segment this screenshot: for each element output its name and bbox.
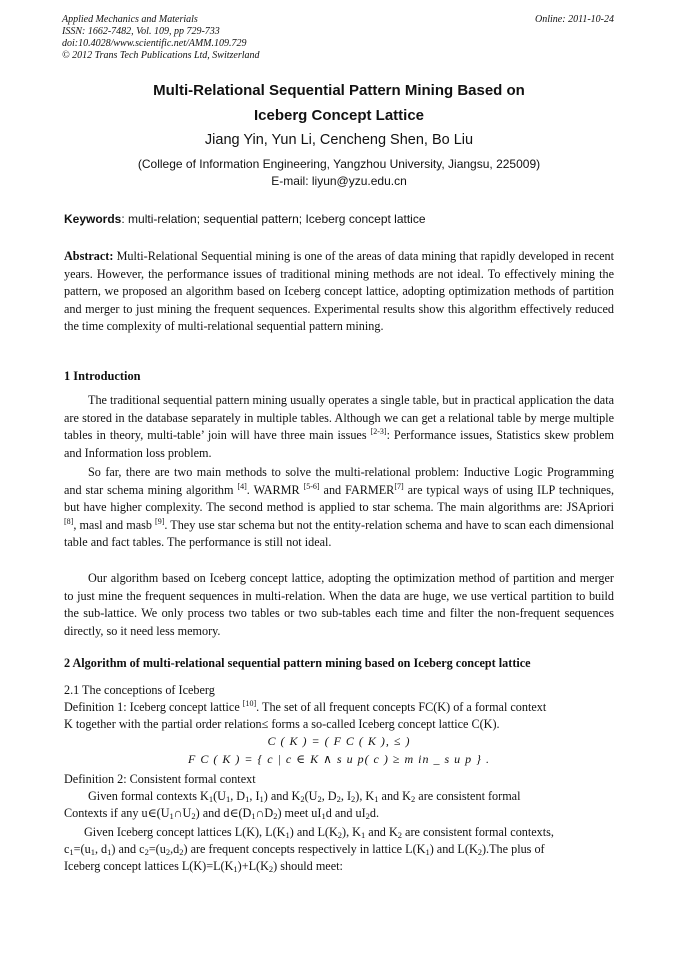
subscript: 1 <box>169 811 174 821</box>
subscript: 2 <box>477 847 482 857</box>
citation: [4] <box>237 481 247 491</box>
formula-2: F C ( K ) = { c | c ∈ K ∧ s u p( c ) ≥ m in _ s u p } . <box>188 752 490 766</box>
def2-text: ) meet uI <box>277 806 322 820</box>
affiliation: (College of Information Engineering, Yangzhou University, Jiangsu, 225009) <box>137 157 541 171</box>
issn-line: ISSN: 1662-7482, Vol. 109, pp 729-733 <box>62 26 220 37</box>
authors: Jiang Yin, Yun Li, Cencheng Shen, Bo Liu <box>204 132 474 148</box>
lattice-text: and K <box>365 825 398 839</box>
subscript: 1 <box>90 847 95 857</box>
doi-line: doi:10.4028/www.scientific.net/AMM.109.729 <box>62 38 247 49</box>
lattice-text: ) and L(K <box>289 825 338 839</box>
definition-1-line-1 <box>64 699 614 716</box>
def2-text: , I <box>340 789 352 803</box>
def2-text: Given formal contexts K <box>88 789 209 803</box>
subscript: 2 <box>300 794 305 804</box>
abstract-label: Abstract: <box>64 249 114 263</box>
subscript: 2 <box>191 811 196 821</box>
subscript: 1 <box>259 794 264 804</box>
subscript: 1 <box>245 794 250 804</box>
subscript: 2 <box>336 794 341 804</box>
def2-text: ∩D <box>255 806 274 820</box>
def2-text: (U <box>213 789 226 803</box>
subscript: 1 <box>107 847 112 857</box>
email: E-mail: liyun@yzu.edu.cn <box>271 174 407 188</box>
lattice-text: =(u <box>73 842 91 856</box>
lattice-text: ,d <box>170 842 180 856</box>
intro-p2-text: So far, there are two main methods to solve the multi-relational problem: Inductive Logic Programming and star schema mining algorithm <box>64 465 614 497</box>
def2-text: ) and K <box>263 789 301 803</box>
intro-p2-text: are typical ways of using ILP techniques, but have higher complexity. The second method is applied to star schema. The main algorithms are: JSApriori <box>64 482 614 514</box>
subscript: 2 <box>165 847 171 857</box>
def2-text: , I <box>249 789 260 803</box>
citation: [5-6] <box>303 481 320 491</box>
lattice-text: ) and L(K <box>429 842 478 856</box>
def2-text: ), K <box>355 789 375 803</box>
subscript: 1 <box>251 811 256 821</box>
formula-1: C ( K ) = ( F C ( K ), ≤ ) <box>267 734 411 748</box>
lattice-text: , d <box>94 842 108 856</box>
subscript: 2 <box>179 847 184 857</box>
def2-text: are consistent formal <box>415 789 521 803</box>
citation: [8] <box>64 516 74 526</box>
intro-p2-text: . WARMR <box>246 482 304 497</box>
subscript: 2 <box>317 794 322 804</box>
subscript: 1 <box>69 847 74 857</box>
subscript: 2 <box>268 864 274 874</box>
keywords-text: : multi-relation; sequential pattern; Iceberg concept lattice <box>121 212 426 226</box>
intro-p1-text-end: : Performance issues, Statistics skew problem and Information loss problem. <box>64 428 614 460</box>
subscript: 1 <box>321 811 326 821</box>
def2-text: and K <box>378 789 411 803</box>
journal-name: Applied Mechanics and Materials <box>62 14 198 25</box>
abstract <box>64 248 614 336</box>
copyright-line: © 2012 Trans Tech Publications Ltd, Switzerland <box>62 50 260 61</box>
journal-header <box>62 14 260 62</box>
lattice-text: ), K <box>342 825 361 839</box>
paragraph-line-2 <box>64 841 614 858</box>
online-date: Online: 2011-10-24 <box>535 14 614 25</box>
definition-2-line-2 <box>64 805 614 822</box>
paragraph-line-1 <box>64 824 614 841</box>
intro-p2-text: and FARMER <box>319 482 395 497</box>
def2-text: ∩U <box>173 806 192 820</box>
lattice-text: ) and c <box>111 842 145 856</box>
lattice-text: ).The plus of <box>482 842 545 856</box>
def2-text: , D <box>230 789 246 803</box>
lattice-text: Given Iceberg concept lattices L(K), L(K <box>84 825 286 839</box>
intro-p2-text: , masl and masb <box>73 517 156 532</box>
lattice-text: c <box>64 842 70 856</box>
subscript: 1 <box>285 830 290 840</box>
subscript: 2 <box>273 811 278 821</box>
def2-text: d and uI <box>325 806 366 820</box>
keywords-label: Keywords <box>64 212 122 226</box>
subscript: 2 <box>410 794 416 804</box>
citation: [9] <box>155 516 165 526</box>
citation: [2-3] <box>370 427 387 436</box>
definition-1-text: . The set of all frequent concepts FC(K) of a formal context <box>256 700 547 714</box>
subscript: 1 <box>361 830 366 840</box>
section-2-title: 2 Algorithm of multi-relational sequential pattern mining based on Iceberg concept lattice <box>64 656 531 670</box>
def2-text: Contexts if any u∈(U <box>64 806 170 820</box>
subscript: 1 <box>208 794 214 804</box>
subscript: 2 <box>337 830 343 840</box>
definition-2-line-1 <box>64 788 614 805</box>
lattice-text: are consistent formal contexts, <box>402 825 554 839</box>
def2-text: , D <box>321 789 337 803</box>
section-1-title: 1 Introduction <box>64 369 141 383</box>
abstract-text: Multi-Relational Sequential mining is one of the areas of data mining that rapidly developed in recent years. However, the performance issues of traditional mining methods are not ideal. To effectively mining the pattern, we proposed an algorithm based on Iceberg concept lattice, adopting optimization methods of partition and merger to just mining the frequent sequences. Experimental results show this algorithm effectively reduced the time complexity of multi-relational sequential pattern mining. <box>64 249 614 333</box>
subscript: 1 <box>225 794 231 804</box>
intro-p2-text: . They use star schema but not the entity-relation schema and have to scan each dimensional table and fact tables. The performance is still not ideal. <box>64 517 615 549</box>
def2-text: ) and d∈(D <box>195 806 252 820</box>
lattice-text: =(u <box>148 842 166 856</box>
lattice-text: ) are frequent concepts respectively in lattice L(K <box>183 842 426 856</box>
intro-p1-text: The traditional sequential pattern mining usually operates a single table, but in practical application the data are stored in the database separately in multiple tables. Although we can get a relational table by merge multiple tables in theory, multi-table’ join will have three main issues <box>64 393 614 442</box>
lattice-text: Iceberg concept lattices L(K)=L(K <box>64 859 234 873</box>
subscript: 1 <box>374 794 379 804</box>
paragraph-line-3 <box>64 858 614 875</box>
def2-text: (U <box>304 789 318 803</box>
lattice-text: )+L(K <box>237 859 269 873</box>
def2-text: d. <box>369 806 380 820</box>
subscript: 1 <box>233 864 238 874</box>
definition-2-title: Definition 2: Consistent formal context <box>64 772 256 786</box>
paper-title-line-2: Iceberg Concept Lattice <box>253 107 425 124</box>
subscript: 2 <box>365 811 370 821</box>
keywords <box>64 211 614 228</box>
subscript: 2 <box>397 830 402 840</box>
citation: [7] <box>394 481 404 491</box>
citation: [10] <box>242 699 257 708</box>
subsection-2-1-title: 2.1 The conceptions of Iceberg <box>64 683 215 697</box>
intro-paragraph-2 <box>64 464 614 552</box>
intro-paragraph-3: Our algorithm based on Iceberg concept lattice, adopting the optimization method of partition and merger to just mine the frequent sequences in multi-relation. When the data are huge, we use vertical partition to build the sub-lattice. We only process two tables or two sub-tables each time and filter the non-frequent sequences directly, so it need less memory. <box>64 571 614 638</box>
definition-1-text: Definition 1: Iceberg concept lattice <box>64 700 243 714</box>
subscript: 1 <box>425 847 430 857</box>
definition-1-line-2: K together with the partial order relation≤ forms a so-called Iceberg concept lattice C(K). <box>64 717 500 731</box>
subscript: 2 <box>351 794 356 804</box>
intro-paragraph-1 <box>64 392 614 462</box>
subscript: 2 <box>144 847 149 857</box>
paper-title-line-1: Multi-Relational Sequential Pattern Mining Based on <box>153 82 525 99</box>
lattice-text: ) should meet: <box>273 859 343 873</box>
